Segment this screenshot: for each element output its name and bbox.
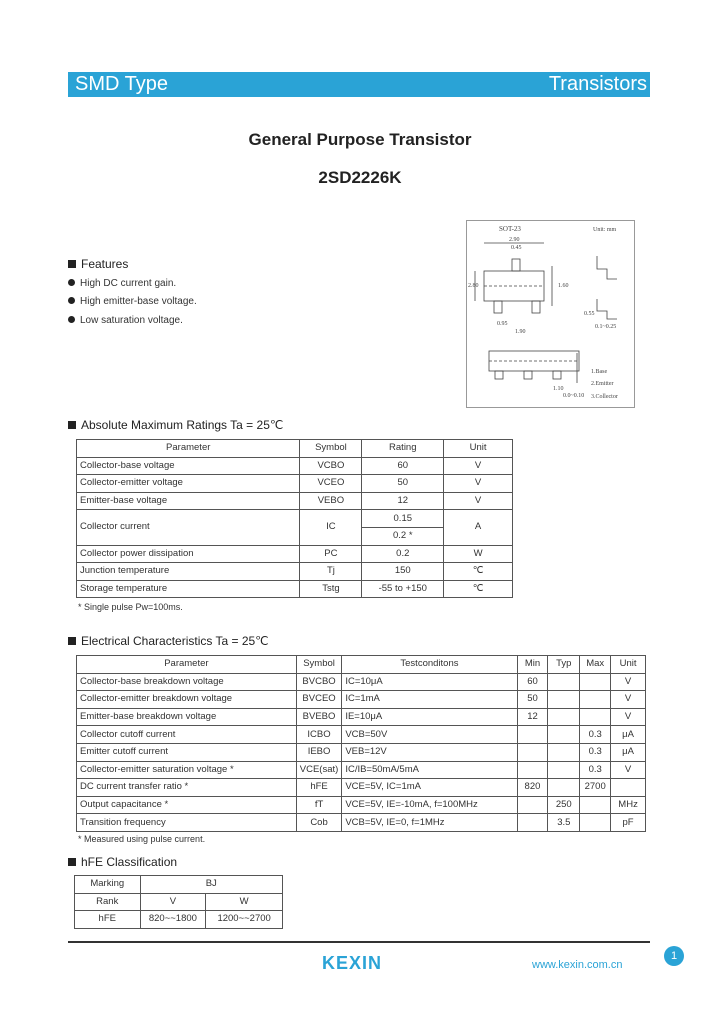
cell: 50 bbox=[362, 475, 444, 493]
table-row bbox=[77, 779, 646, 797]
header-cell: Unit bbox=[444, 440, 513, 458]
package-outline-svg bbox=[467, 221, 634, 407]
cell bbox=[580, 691, 611, 709]
cell bbox=[548, 726, 580, 744]
cell: 50 bbox=[517, 691, 548, 709]
cell bbox=[517, 761, 548, 779]
square-bullet-icon bbox=[68, 421, 76, 429]
header-cell: Symbol bbox=[296, 656, 342, 674]
cell: VCE=5V, IE=-10mA, f=100MHz bbox=[342, 796, 517, 814]
table-row bbox=[77, 457, 513, 475]
cell: DC current transfer ratio * bbox=[77, 779, 297, 797]
cell: ℃ bbox=[444, 580, 513, 598]
table-row bbox=[77, 708, 646, 726]
pin-label: 3.Collector bbox=[591, 394, 618, 400]
cell: VCB=50V bbox=[342, 726, 517, 744]
cell: hFE bbox=[296, 779, 342, 797]
cell: 60 bbox=[517, 673, 548, 691]
cell: V bbox=[444, 475, 513, 493]
cell: IC=1mA bbox=[342, 691, 517, 709]
cell: Collector current bbox=[77, 510, 300, 545]
dim-label: 0.95 bbox=[497, 321, 508, 327]
dim-label: 2.90 bbox=[509, 237, 520, 243]
feature-item: Low saturation voltage. bbox=[68, 315, 183, 326]
table-row bbox=[77, 580, 513, 598]
cell: IC bbox=[300, 510, 362, 545]
cell: 820~~1800 bbox=[140, 911, 206, 929]
cell: Storage temperature bbox=[77, 580, 300, 598]
dim-label: 1.90 bbox=[515, 329, 526, 335]
header-cell: Testconditons bbox=[342, 656, 517, 674]
cell: pF bbox=[611, 814, 646, 832]
cell: Rank bbox=[75, 893, 141, 911]
table-header-row bbox=[77, 656, 646, 674]
square-bullet-icon bbox=[68, 858, 76, 866]
cell: BVCBO bbox=[296, 673, 342, 691]
pin-label: 1.Base bbox=[591, 369, 608, 375]
square-bullet-icon bbox=[68, 260, 76, 268]
cell: IE=10μA bbox=[342, 708, 517, 726]
cell: Marking bbox=[75, 876, 141, 894]
abs-max-heading: Absolute Maximum Ratings Ta = 25℃ bbox=[68, 418, 283, 432]
cell: Output capacitance * bbox=[77, 796, 297, 814]
cell bbox=[517, 796, 548, 814]
cell: Collector power dissipation bbox=[77, 545, 300, 563]
cell bbox=[580, 673, 611, 691]
cell: Transition frequency bbox=[77, 814, 297, 832]
table-row bbox=[77, 563, 513, 581]
table-row bbox=[77, 492, 513, 510]
header-cell: Rating bbox=[362, 440, 444, 458]
table-row bbox=[77, 814, 646, 832]
cell: 820 bbox=[517, 779, 548, 797]
cell: 2700 bbox=[580, 779, 611, 797]
elec-heading: Electrical Characteristics Ta = 25℃ bbox=[68, 634, 269, 648]
cell: IC=10μA bbox=[342, 673, 517, 691]
elec-note: * Measured using pulse current. bbox=[78, 834, 206, 844]
table-row bbox=[77, 761, 646, 779]
hfe-table bbox=[74, 875, 283, 929]
cell bbox=[517, 814, 548, 832]
table-row bbox=[77, 475, 513, 493]
header-cell: Unit bbox=[611, 656, 646, 674]
cell: Emitter cutoff current bbox=[77, 743, 297, 761]
cell bbox=[548, 673, 580, 691]
feature-item: High emitter-base voltage. bbox=[68, 296, 197, 307]
table-row bbox=[77, 796, 646, 814]
bullet-icon bbox=[68, 297, 75, 304]
cell: 60 bbox=[362, 457, 444, 475]
cell: V bbox=[611, 673, 646, 691]
header-cell: Parameter bbox=[77, 656, 297, 674]
cell: V bbox=[444, 457, 513, 475]
cell: 0.15 bbox=[362, 510, 444, 528]
cell bbox=[580, 814, 611, 832]
header-category: Transistors bbox=[548, 73, 647, 95]
cell: 0.3 bbox=[580, 743, 611, 761]
cell: 0.2 * bbox=[362, 527, 444, 545]
cell: Collector-base voltage bbox=[77, 457, 300, 475]
cell: 0.3 bbox=[580, 726, 611, 744]
header-type: SMD Type bbox=[75, 73, 168, 95]
cell: 1200~~2700 bbox=[206, 911, 283, 929]
cell: A bbox=[444, 510, 513, 545]
table-header-row bbox=[77, 440, 513, 458]
cell: μA bbox=[611, 726, 646, 744]
cell: MHz bbox=[611, 796, 646, 814]
cell: 150 bbox=[362, 563, 444, 581]
cell: Collector-emitter saturation voltage * bbox=[77, 761, 297, 779]
cell bbox=[548, 743, 580, 761]
cell: hFE bbox=[75, 911, 141, 929]
footer-divider bbox=[68, 941, 650, 943]
cell: V bbox=[611, 691, 646, 709]
table-row bbox=[77, 545, 513, 563]
cell: Emitter-base breakdown voltage bbox=[77, 708, 297, 726]
cell: BVEBO bbox=[296, 708, 342, 726]
cell: Collector-base breakdown voltage bbox=[77, 673, 297, 691]
part-number: 2SD2226K bbox=[318, 168, 402, 187]
cell: VCB=5V, IE=0, f=1MHz bbox=[342, 814, 517, 832]
cell: 250 bbox=[548, 796, 580, 814]
cell: BVCEO bbox=[296, 691, 342, 709]
header-bar bbox=[68, 72, 650, 97]
square-bullet-icon bbox=[68, 637, 76, 645]
header-cell: Symbol bbox=[300, 440, 362, 458]
table-row bbox=[75, 893, 283, 911]
package-drawing bbox=[466, 220, 635, 408]
doc-title: General Purpose Transistor bbox=[248, 130, 472, 149]
dim-label: 0.45 bbox=[511, 245, 522, 251]
cell: PC bbox=[300, 545, 362, 563]
cell: μA bbox=[611, 743, 646, 761]
features-heading: Features bbox=[68, 257, 128, 271]
cell: V bbox=[140, 893, 206, 911]
cell: Tstg bbox=[300, 580, 362, 598]
website-link[interactable]: www.kexin.com.cn bbox=[532, 959, 623, 971]
cell: Cob bbox=[296, 814, 342, 832]
cell: W bbox=[206, 893, 283, 911]
cell: 12 bbox=[517, 708, 548, 726]
cell bbox=[548, 691, 580, 709]
cell bbox=[517, 726, 548, 744]
header-cell: Min bbox=[517, 656, 548, 674]
dim-label: 0.0~0.10 bbox=[563, 393, 585, 399]
package-unit: Unit: mm bbox=[593, 227, 617, 233]
cell: V bbox=[611, 761, 646, 779]
dim-label: 1.60 bbox=[558, 283, 569, 289]
table-row bbox=[75, 911, 283, 929]
cell: V bbox=[611, 708, 646, 726]
cell: ICBO bbox=[296, 726, 342, 744]
table-row bbox=[77, 510, 513, 528]
cell: Emitter-base voltage bbox=[77, 492, 300, 510]
cell: Junction temperature bbox=[77, 563, 300, 581]
elec-table bbox=[76, 655, 646, 832]
dim-label: 1.10 bbox=[553, 386, 564, 392]
cell: W bbox=[444, 545, 513, 563]
cell: ℃ bbox=[444, 563, 513, 581]
header-cell: Typ bbox=[548, 656, 580, 674]
table-row bbox=[75, 876, 283, 894]
header-cell: Max bbox=[580, 656, 611, 674]
cell bbox=[580, 708, 611, 726]
cell: 3.5 bbox=[548, 814, 580, 832]
cell: VCBO bbox=[300, 457, 362, 475]
abs-max-table bbox=[76, 439, 513, 598]
cell bbox=[611, 779, 646, 797]
cell: V bbox=[444, 492, 513, 510]
cell: VCE(sat) bbox=[296, 761, 342, 779]
feature-item: High DC current gain. bbox=[68, 278, 176, 289]
cell: fT bbox=[296, 796, 342, 814]
header-cell: Parameter bbox=[77, 440, 300, 458]
cell: VCE=5V, IC=1mA bbox=[342, 779, 517, 797]
cell: Collector cutoff current bbox=[77, 726, 297, 744]
cell: VEBO bbox=[300, 492, 362, 510]
table-row bbox=[77, 743, 646, 761]
cell: Collector-emitter breakdown voltage bbox=[77, 691, 297, 709]
company-logo: KEXIN bbox=[322, 953, 383, 973]
cell: Tj bbox=[300, 563, 362, 581]
table-row bbox=[77, 726, 646, 744]
pin-label: 2.Emitter bbox=[591, 381, 614, 387]
cell: IC/IB=50mA/5mA bbox=[342, 761, 517, 779]
cell: Collector-emitter voltage bbox=[77, 475, 300, 493]
cell: 0.2 bbox=[362, 545, 444, 563]
cell: BJ bbox=[140, 876, 282, 894]
dim-label: 2.80 bbox=[468, 283, 479, 289]
cell: VCEO bbox=[300, 475, 362, 493]
abs-max-note: * Single pulse Pw=100ms. bbox=[78, 602, 183, 612]
table-row bbox=[77, 673, 646, 691]
cell bbox=[548, 708, 580, 726]
package-name: SOT-23 bbox=[499, 225, 521, 233]
table-row bbox=[77, 691, 646, 709]
cell bbox=[517, 743, 548, 761]
dim-label: 0.1~0.25 bbox=[595, 324, 617, 330]
dim-label: 0.55 bbox=[584, 311, 595, 317]
cell: 0.3 bbox=[580, 761, 611, 779]
bullet-icon bbox=[68, 316, 75, 323]
cell: IEBO bbox=[296, 743, 342, 761]
cell bbox=[580, 796, 611, 814]
cell bbox=[548, 779, 580, 797]
cell bbox=[548, 761, 580, 779]
bullet-icon bbox=[68, 279, 75, 286]
cell: -55 to +150 bbox=[362, 580, 444, 598]
page-number: 1 bbox=[664, 946, 684, 966]
cell: VEB=12V bbox=[342, 743, 517, 761]
hfe-heading: hFE Classification bbox=[68, 855, 177, 869]
cell: 12 bbox=[362, 492, 444, 510]
